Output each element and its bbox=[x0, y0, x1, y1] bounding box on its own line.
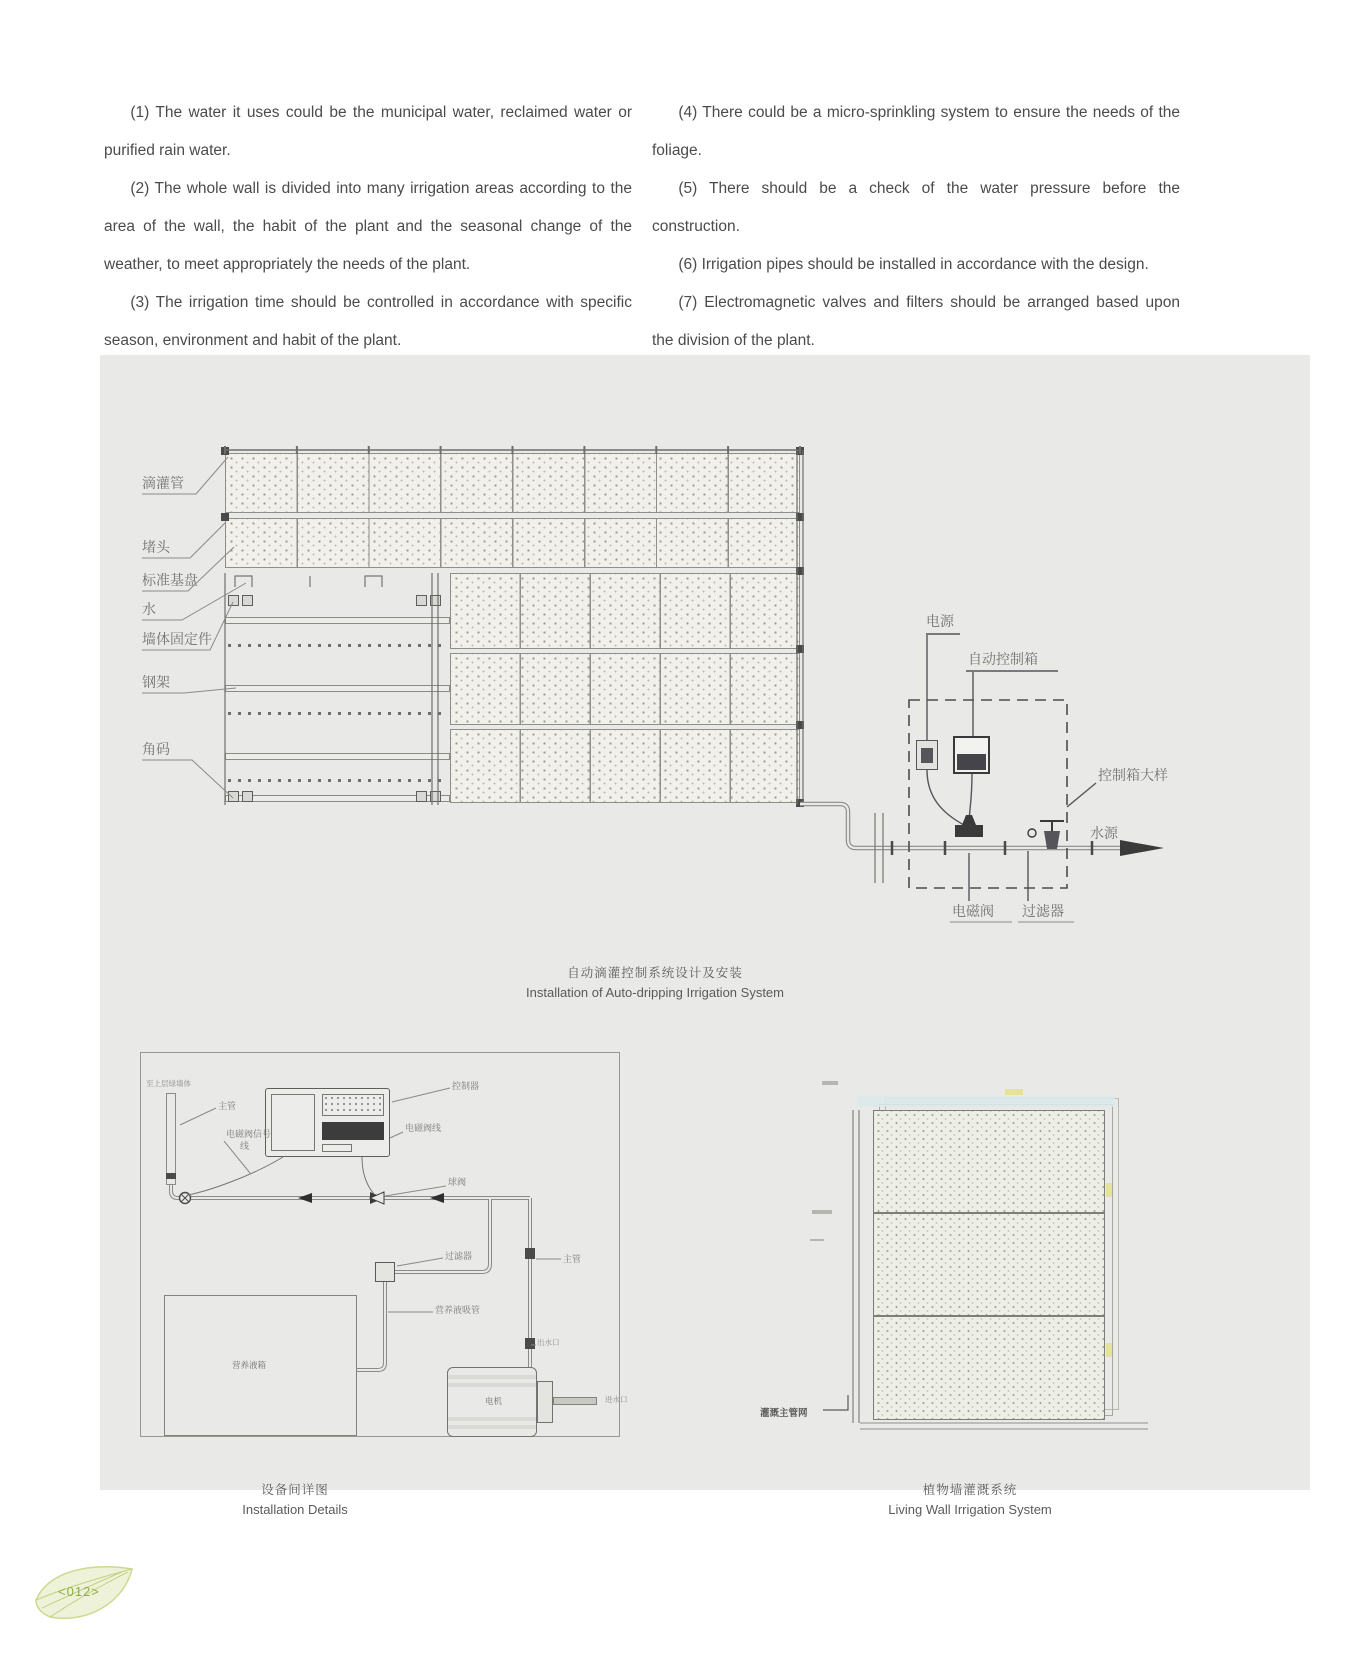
label-plug: 堵头 bbox=[142, 539, 170, 555]
diagram1-caption-en: Installation of Auto-dripping Irrigation System bbox=[526, 985, 784, 1000]
label-solenoid-signal-1: 电磁阀信号 bbox=[226, 1129, 272, 1139]
label-outlet: 出水口 bbox=[537, 1338, 560, 1347]
label-wall-fixing: 墙体固定件 bbox=[142, 631, 212, 647]
label-water-source: 水源 bbox=[1090, 825, 1118, 841]
label-drip-pipe: 滴灌管 bbox=[142, 475, 184, 491]
diagram3-caption bbox=[770, 1480, 1170, 1517]
label-controller: 控制器 bbox=[452, 1081, 480, 1091]
water-bracket-row bbox=[235, 576, 382, 587]
label-steel-frame: 钢架 bbox=[142, 674, 170, 690]
label-filter-d2: 过滤器 bbox=[445, 1251, 473, 1261]
equipment-leaders bbox=[180, 1088, 561, 1345]
diagram2-caption-en: Installation Details bbox=[242, 1502, 348, 1517]
label-to-upper-wall: 至上层绿墙体 bbox=[146, 1079, 191, 1088]
label-main-pipe-right: 主管 bbox=[563, 1254, 582, 1264]
label-control-box-detail: 控制箱大样 bbox=[1098, 767, 1168, 783]
label-suction-pipe: 营养液吸管 bbox=[435, 1305, 481, 1315]
intro-left-column bbox=[104, 94, 632, 360]
label-solenoid-signal-2: 线 bbox=[240, 1141, 250, 1151]
label-solenoid-valve: 电磁阀 bbox=[952, 903, 994, 919]
diagram3-caption-en: Living Wall Irrigation System bbox=[888, 1502, 1052, 1517]
diagram-panel bbox=[100, 355, 1310, 1517]
label-water: 水 bbox=[142, 601, 156, 617]
filter-valve-shape bbox=[1028, 821, 1064, 849]
paragraph-1: (1) The water it uses could be the municipal water, reclaimed water or purified rain water. bbox=[104, 104, 632, 159]
living-wall-pipe bbox=[823, 1110, 1148, 1429]
label-nutrient-tank: 营养液箱 bbox=[232, 1360, 267, 1370]
supply-pipe bbox=[800, 804, 1164, 883]
diagram1-caption bbox=[455, 963, 855, 1000]
paragraph-3: (3) The irrigation time should be controlled in accordance with specific season, environment and habit of the plant. bbox=[104, 294, 632, 349]
label-main-pipe-top: 主管 bbox=[218, 1101, 237, 1111]
drip-header-pipe bbox=[225, 446, 803, 805]
solenoid-valve-shape bbox=[955, 815, 983, 837]
page-number: <012> bbox=[58, 1584, 100, 1599]
label-main-irrigation-pipe: 灌溉主管网 bbox=[760, 1408, 808, 1419]
label-inlet: 进水口 bbox=[605, 1395, 628, 1404]
diagram1-caption-zh: 自动滴灌控制系统设计及安装 bbox=[567, 966, 743, 980]
diagram2-caption-zh: 设备间详图 bbox=[261, 1483, 329, 1497]
intro-right-column bbox=[652, 94, 1180, 360]
paragraph-7: (7) Electromagnetic valves and filters should be arranged based upon the division of the plant. bbox=[652, 294, 1180, 349]
equipment-pipes bbox=[171, 1185, 535, 1370]
label-solenoid-wire: 电磁阀线 bbox=[405, 1123, 442, 1133]
paragraph-4: (4) There could be a micro-sprinkling system to ensure the needs of the foliage. bbox=[652, 104, 1180, 159]
label-corner-bracket: 角码 bbox=[142, 741, 170, 757]
paragraph-6: (6) Irrigation pipes should be installed in accordance with the design. bbox=[678, 256, 1149, 273]
label-ball-valve: 球阀 bbox=[448, 1177, 467, 1187]
label-motor: 电机 bbox=[485, 1396, 503, 1406]
d1-label-leaders bbox=[142, 457, 246, 798]
paragraph-5: (5) There should be a check of the water pressure before the construction. bbox=[652, 180, 1180, 235]
diagram2-caption bbox=[145, 1480, 445, 1517]
diagram-linework bbox=[100, 355, 1310, 1490]
page-number-leaf bbox=[30, 1556, 140, 1636]
diagram3-caption-zh: 植物墙灌溉系统 bbox=[922, 1483, 1018, 1497]
paragraph-2: (2) The whole wall is divided into many irrigation areas according to the area of the wall, the habit of the plant and the seasonal change of the weather, to meet appropriately the needs of the plant. bbox=[104, 180, 632, 273]
control-enclosure-dashed bbox=[909, 700, 1067, 888]
label-auto-control-box: 自动控制箱 bbox=[968, 651, 1038, 667]
label-standard-tray: 标准基盘 bbox=[142, 572, 198, 588]
control-wiring bbox=[926, 634, 1096, 922]
label-filter: 过滤器 bbox=[1022, 903, 1064, 919]
label-power: 电源 bbox=[926, 613, 954, 629]
